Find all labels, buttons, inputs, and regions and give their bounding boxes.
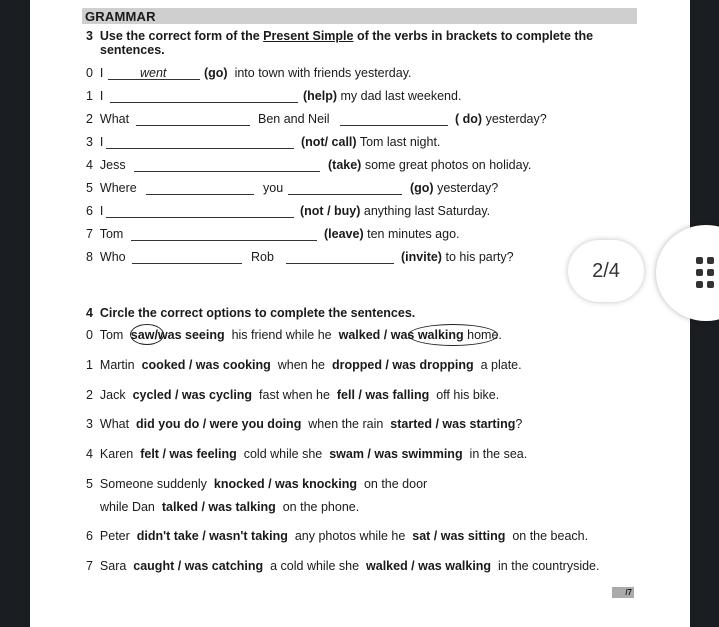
answer-example: went	[140, 66, 167, 80]
option-did-you-do[interactable]: did you do / were you doing	[136, 417, 302, 431]
ex3-item-0: 0 I	[86, 66, 104, 80]
ex3-item-8: 8 Who	[86, 250, 126, 264]
option-swam[interactable]: swam / was swimming	[329, 447, 463, 461]
circle-mark-saw	[130, 324, 164, 345]
answer-blank-4[interactable]	[134, 171, 320, 172]
ex3-item-4: 4 Jess	[86, 158, 126, 172]
ex3-item-3: 3 I	[86, 135, 104, 149]
answer-blank-2b[interactable]	[340, 125, 448, 126]
ex3-item-7-rest: (leave) ten minutes ago.	[324, 227, 460, 241]
ex4-item-7: 7 Sara caught / was catching a cold while she walked / was walking in the countryside.	[86, 559, 600, 573]
ex4-item-0: 0 Tom saw/was seeing his friend while he walked / was walking home.	[86, 328, 502, 342]
page-counter: 2/4	[568, 240, 644, 302]
option-walked[interactable]: walked /	[338, 328, 388, 342]
ex4-item-6: 6 Peter didn't take / wasn't taking any photos while he sat / was sitting on the beach.	[86, 529, 589, 543]
ex3-item-5-subject: you	[263, 181, 284, 195]
option-cycled[interactable]: cycled / was cycling	[132, 388, 253, 402]
page-number: /7	[612, 587, 634, 598]
option-sat[interactable]: sat / was sitting	[412, 529, 506, 543]
ex3-item-1: 1 I	[86, 89, 104, 103]
answer-blank-2a[interactable]	[136, 125, 250, 126]
answer-blank-7[interactable]	[131, 240, 317, 241]
option-walked-2[interactable]: walked / was walking	[366, 559, 492, 573]
option-dropped[interactable]: dropped / was dropping	[331, 358, 474, 372]
answer-blank-5b[interactable]	[288, 194, 402, 195]
section-header	[82, 8, 637, 24]
ex3-item-5-rest: (go) yesterday?	[410, 181, 499, 195]
option-cooked[interactable]: cooked / was cooking	[141, 358, 271, 372]
option-saw[interactable]: saw	[130, 328, 155, 342]
option-was-walking[interactable]: was walking	[390, 328, 464, 342]
ex4-item-3: 3 What did you do / were you doing when the rain started / was starting?	[86, 417, 523, 431]
ex3-item-4-rest: (take) some great photos on holiday.	[328, 158, 532, 172]
option-talked[interactable]: talked / was talking	[161, 500, 276, 514]
option-knocked[interactable]: knocked / was knocking	[213, 477, 357, 491]
ex3-item-6-rest: (not / buy) anything last Saturday.	[300, 204, 491, 218]
ex4-instruction: 4 Circle the correct options to complete the sentences.	[86, 306, 416, 320]
ex3-instruction: 3 Use the correct form of the Present Simple of the verbs in brackets to complete the	[86, 29, 594, 43]
circle-mark-was-walking	[408, 324, 498, 346]
ex3-item-3-rest: (not/ call) Tom last night.	[301, 135, 441, 149]
ex4-item-1: 1 Martin cooked / was cooking when he dropped / was dropping a plate.	[86, 358, 522, 372]
option-was-seeing[interactable]: /was seeing	[154, 328, 225, 342]
ex3-item-1-rest: (help) my dad last weekend.	[303, 89, 462, 103]
ex3-item-0-rest: (go) into town with friends yesterday.	[204, 66, 412, 80]
answer-blank-6[interactable]	[106, 217, 294, 218]
option-fell[interactable]: fell / was falling	[336, 388, 430, 402]
ex3-item-6: 6 I	[86, 204, 104, 218]
answer-blank-1[interactable]	[110, 102, 298, 103]
ex4-item-4: 4 Karen felt / was feeling cold while she swam / was swimming in the sea.	[86, 447, 528, 461]
ex3-item-2-subject: Ben and Neil	[258, 112, 330, 126]
answer-blank-5a[interactable]	[146, 194, 254, 195]
answer-blank-3[interactable]	[106, 148, 294, 149]
ex3-item-8-subject: Rob	[251, 250, 274, 264]
ex3-item-5: 5 Where	[86, 181, 137, 195]
answer-blank-8a[interactable]	[132, 263, 242, 264]
ex3-item-8-rest: (invite) to his party?	[401, 250, 514, 264]
option-started[interactable]: started / was starting	[390, 417, 516, 431]
ex3-item-7: 7 Tom	[86, 227, 124, 241]
ex4-item-2: 2 Jack cycled / was cycling fast when he fell / was falling off his bike.	[86, 388, 500, 402]
ex4-item-5: 5 Someone suddenly knocked / was knocking on the door	[86, 477, 428, 491]
ex4-item-5-cont: while Dan talked / was talking on the phone.	[100, 500, 360, 514]
answer-blank-8b[interactable]	[286, 263, 394, 264]
ex3-instruction-cont: sentences.	[100, 43, 165, 57]
option-caught[interactable]: caught / was catching	[133, 559, 264, 573]
ex3-item-2: 2 What	[86, 112, 130, 126]
option-didnt-take[interactable]: didn't take / wasn't taking	[136, 529, 288, 543]
ex3-tense-link: Present Simple	[263, 29, 354, 43]
section-title: GRAMMAR	[85, 9, 156, 24]
option-felt[interactable]: felt / was feeling	[140, 447, 237, 461]
ex3-item-2-rest: ( do) yesterday?	[455, 112, 547, 126]
